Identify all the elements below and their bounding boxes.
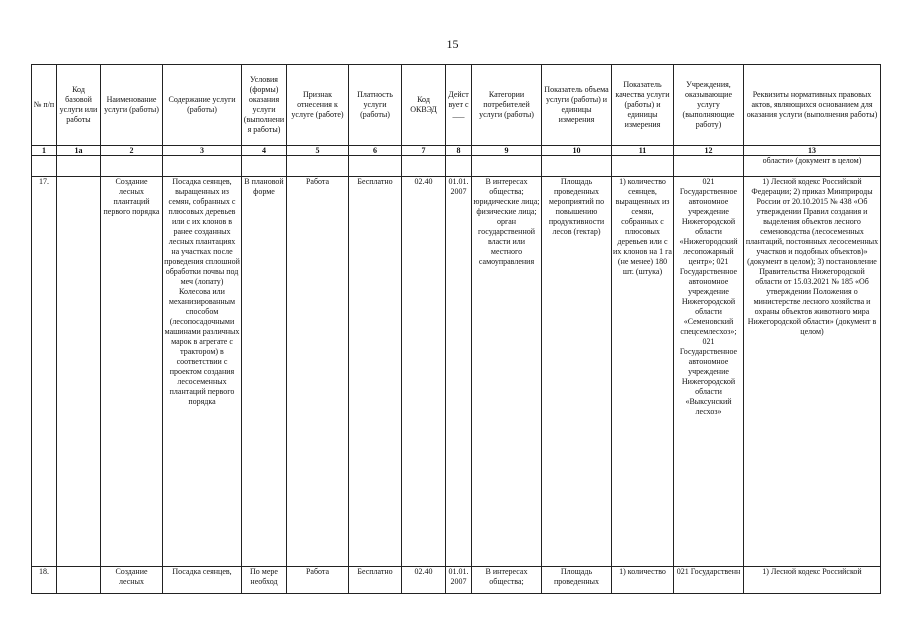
service-content: Посадка сеянцев, выращенных из семян, собранных с плюсовых деревьев или с их клонов в ранее созданных лесных плантациях на участках после проведения сплошной обработки почвы под меч (лопату) Колесова или механизированным способом (лесопосадочными машинами различных марок в агрегате с трактором) в соответствии с проектом создания лесосеменных плантаций первого порядка — [163, 177, 242, 567]
column-number: 3 — [163, 146, 242, 156]
column-number: 9 — [472, 146, 542, 156]
row-number: 17. — [32, 177, 57, 567]
service-acts: 1) Лесной кодекс Российской Федерации; 2) приказ Минприроды России от 20.10.2015 № 438 «Об утверждении Правил создания и выделения объектов лесного семеноводства (лесосеменных плантаций, постоянных лесосеменных участков и подобных объектов)» (документ в целом); 3) постановление Правительства Нижегородской области от 15.03.2021 № 185 «Об утверждении Положения о министерстве лесного хозяйства и охраны объектов животного мира Нижегородской области» (документ в целом) — [744, 177, 881, 567]
header-cell-acts: Реквизиты нормативных правовых актов, являющихся основанием для оказания услуги (выполнения работы) — [744, 65, 881, 146]
column-number: 1 — [32, 146, 57, 156]
column-number-row — [32, 146, 881, 156]
empty-cell — [402, 156, 446, 177]
column-number: 5 — [287, 146, 349, 156]
header-cell-okved: Код ОКВЭД — [402, 65, 446, 146]
continuation-row — [32, 156, 881, 177]
header-cell-date: Действует с ___ — [446, 65, 472, 146]
service-volume: Площадь проведенных мероприятий по повышению продуктивности лесов (гектар) — [542, 177, 612, 567]
service-name: Создание лесных плантаций первого порядка — [101, 177, 163, 567]
empty-cell — [101, 156, 163, 177]
table-row — [32, 177, 881, 567]
header-cell-name: Наименование услуги (работы) — [101, 65, 163, 146]
empty-cell — [287, 156, 349, 177]
service-name: Создание лесных — [101, 567, 163, 594]
service-date: 01.01.2007 — [446, 177, 472, 567]
service-quality: 1) количество — [612, 567, 674, 594]
service-code — [57, 567, 101, 594]
service-sign: Работа — [287, 567, 349, 594]
header-cell-sign: Признак отнесения к услуге (работе) — [287, 65, 349, 146]
row-number: 18. — [32, 567, 57, 594]
empty-cell — [612, 156, 674, 177]
column-number: 8 — [446, 146, 472, 156]
service-volume: Площадь проведенных — [542, 567, 612, 594]
table-row — [32, 567, 881, 594]
column-number: 12 — [674, 146, 744, 156]
column-number: 2 — [101, 146, 163, 156]
service-consumers: В интересах общества; — [472, 567, 542, 594]
service-institutions: 021 Государственн — [674, 567, 744, 594]
empty-cell — [32, 156, 57, 177]
empty-cell — [242, 156, 287, 177]
header-cell-num: № п/п — [32, 65, 57, 146]
header-cell-consumers: Категории потребителей услуги (работы) — [472, 65, 542, 146]
empty-cell — [446, 156, 472, 177]
column-number: 7 — [402, 146, 446, 156]
empty-cell — [163, 156, 242, 177]
service-payment: Бесплатно — [349, 567, 402, 594]
header-cell-quality: Показатель качества услуги (работы) и единицы измерения — [612, 65, 674, 146]
header-cell-institutions: Учреждения, оказывающие услугу (выполняющие работу) — [674, 65, 744, 146]
header-cell-conditions: Условия (формы) оказания услуги (выполнения работы) — [242, 65, 287, 146]
column-number: 11 — [612, 146, 674, 156]
header-cell-content: Содержание услуги (работы) — [163, 65, 242, 146]
header-cell-volume: Показатель объема услуги (работы) и единицы измерения — [542, 65, 612, 146]
page-number: 15 — [446, 37, 459, 51]
service-conditions: В плановой форме — [242, 177, 287, 567]
service-institutions: 021 Государственное автономное учреждение Нижегородской области «Нижегородский лесопожарный центр»; 021 Государственное автономное учреждение Нижегородской области «Семеновский спецсемлесхоз»; 021 Государственное автономное учреждение Нижегородской области «Выксунский лесхоз» — [674, 177, 744, 567]
service-acts: 1) Лесной кодекс Российской — [744, 567, 881, 594]
services-registry-table — [31, 64, 881, 594]
column-number: 6 — [349, 146, 402, 156]
column-number: 1а — [57, 146, 101, 156]
header-cell-payment: Платность услуги (работы) — [349, 65, 402, 146]
column-number: 10 — [542, 146, 612, 156]
service-okved: 02.40 — [402, 177, 446, 567]
service-content: Посадка сеянцев, — [163, 567, 242, 594]
service-date: 01.01.2007 — [446, 567, 472, 594]
acts-continuation-cell: области» (документ в целом) — [744, 156, 881, 177]
service-quality: 1) количество сеянцев, выращенных из семян, собранных с плюсовых деревьев или с их клонов на 1 га (не менее) 180 шт. (штука) — [612, 177, 674, 567]
column-number: 4 — [242, 146, 287, 156]
service-code — [57, 177, 101, 567]
column-number: 13 — [744, 146, 881, 156]
empty-cell — [57, 156, 101, 177]
service-consumers: В интересах общества; юридические лица; физические лица; орган государственной власти или местного самоуправления — [472, 177, 542, 567]
service-conditions: По мере необход — [242, 567, 287, 594]
empty-cell — [349, 156, 402, 177]
empty-cell — [674, 156, 744, 177]
empty-cell — [542, 156, 612, 177]
header-row — [32, 65, 881, 146]
header-cell-code: Код базовой услуги или работы — [57, 65, 101, 146]
service-payment: Бесплатно — [349, 177, 402, 567]
empty-cell — [472, 156, 542, 177]
service-sign: Работа — [287, 177, 349, 567]
service-okved: 02.40 — [402, 567, 446, 594]
